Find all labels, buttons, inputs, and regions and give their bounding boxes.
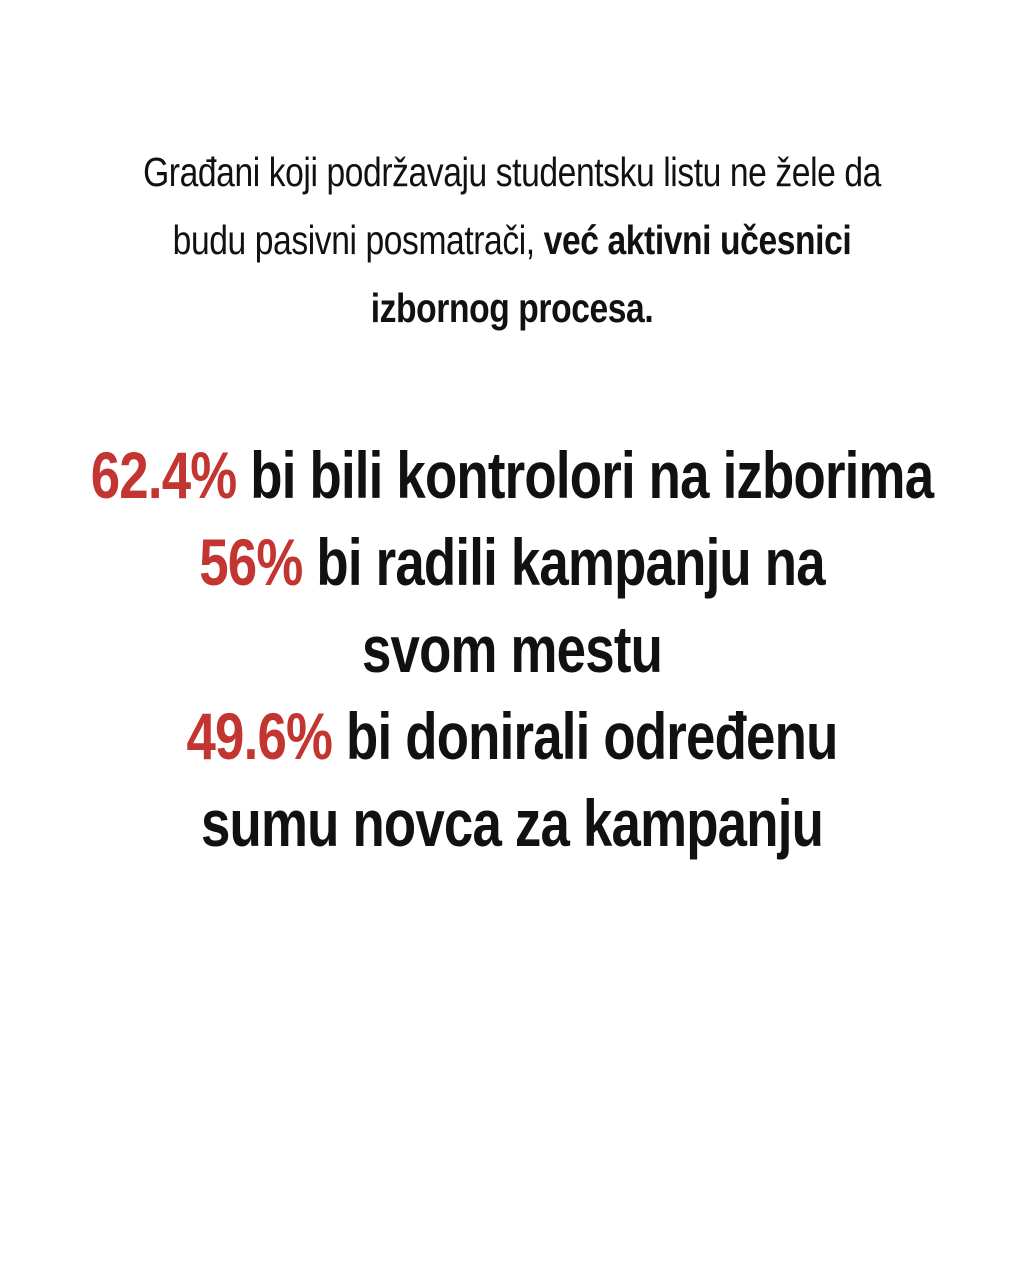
stat-percent: 62.4% (90, 438, 237, 512)
intro-text: Građani koji podržavaju studentsku listu ne žele da budu pasivni posmatrači, (143, 149, 881, 263)
stat-percent: 49.6% (186, 699, 333, 773)
intro-paragraph (125, 138, 899, 342)
stat-text: bi radili kampanju na svom mestu (302, 525, 825, 686)
stat-text: bi donirali određenu sumu novca za kampanju (200, 699, 838, 860)
stat-percent: 56% (199, 525, 303, 599)
intro-text-bold: već aktivni učesnici izbornog procesa. (370, 217, 852, 331)
stat-item (112, 693, 912, 867)
stat-item (40, 432, 984, 519)
stat-item (152, 519, 872, 693)
stats-list (90, 432, 934, 867)
stat-text: bi bili kontrolori na izborima (236, 438, 934, 512)
